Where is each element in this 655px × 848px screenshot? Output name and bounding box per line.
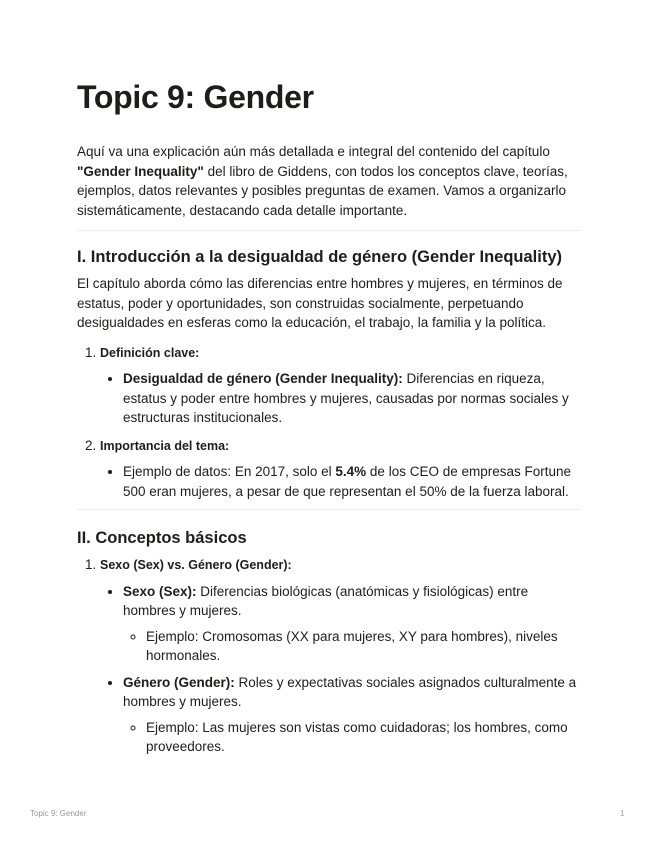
list-item-label: Importancia del tema: <box>100 438 230 453</box>
intro-paragraph <box>77 142 580 220</box>
bullet-text: Roles y expectativas sociales asignados culturalmente a hombres y mujeres. <box>123 674 577 709</box>
bullet-bold: Desigualdad de género (Gender Inequality): <box>123 371 403 386</box>
list-item <box>100 436 580 502</box>
bullet-bold: 5.4% <box>335 464 367 479</box>
bullet-bold: Sexo (Sex): <box>123 583 197 599</box>
sub-bullet-list <box>123 627 580 666</box>
document-page <box>77 72 580 757</box>
section-divider <box>77 230 580 231</box>
bullet-item <box>123 673 580 757</box>
list-item <box>100 343 580 428</box>
bullet-bold: Género (Gender): <box>123 674 235 690</box>
section-1-body: El capítulo aborda cómo las diferencias entre hombres y mujeres, en términos de estatus, poder y oportunidades, son construidas socialmente, perpetuando desigualdades en esferas como la educación, el trabajo, la familia y la política. <box>77 276 563 330</box>
bullet-text: Diferencias biológicas (anatómicas y fisiológicas) entre hombres y mujeres. <box>123 583 529 618</box>
list-item-label: Sexo (Sex) vs. Género (Gender): <box>100 558 292 572</box>
sub-bullet-item: ◦ Ejemplo: Cromosomas (XX para mujeres, XY para hombres), niveles hormonales. <box>146 627 580 666</box>
bullet-item <box>123 462 580 501</box>
bullet-item <box>123 582 580 666</box>
section-1-heading: I. Introducción a la desigualdad de género (Gender Inequality) <box>77 248 562 266</box>
section-1-list <box>77 343 580 502</box>
sub-bullet-item: ◦ Ejemplo: Las mujeres son vistas como cuidadoras; los hombres, como proveedores. <box>146 718 580 757</box>
bullet-text-post: de los CEO de empresas Fortune 500 eran mujeres, a pesar de que representan el 50% de la fuerza laboral. <box>123 464 572 499</box>
section-divider <box>77 509 580 510</box>
bullet-item <box>123 369 580 428</box>
list-item-label: Definición clave: <box>100 345 200 360</box>
bullet-list <box>100 582 580 757</box>
bullet-text: Diferencias en riqueza, estatus y poder entre hombres y mujeres, causadas por normas sociales y estructuras institucionales. <box>123 371 569 425</box>
page-number: 1 <box>620 809 625 818</box>
intro-text-1: Aquí va una explicación aún más detallada e integral del contenido del capítulo <box>77 144 550 159</box>
bullet-list <box>100 369 580 428</box>
sub-bullet-list <box>123 718 580 757</box>
section-2-heading: II. Conceptos básicos <box>77 529 247 547</box>
section-2-list <box>77 555 580 757</box>
intro-bold-term: "Gender Inequality" <box>77 163 204 179</box>
bullet-text-pre: Ejemplo de datos: En 2017, solo el <box>123 464 336 479</box>
page-title: Topic 9: Gender <box>77 79 314 115</box>
bullet-list <box>100 462 580 501</box>
intro-text-2: del libro de Giddens, con todos los conceptos clave, teorías, ejemplos, datos relevantes y posibles preguntas de examen. Vamos a organizarlo sistemáticamente, destacando cada detalle importante. <box>77 163 568 218</box>
list-item <box>100 555 580 757</box>
footer-title: Topic 9: Gender <box>30 809 87 818</box>
